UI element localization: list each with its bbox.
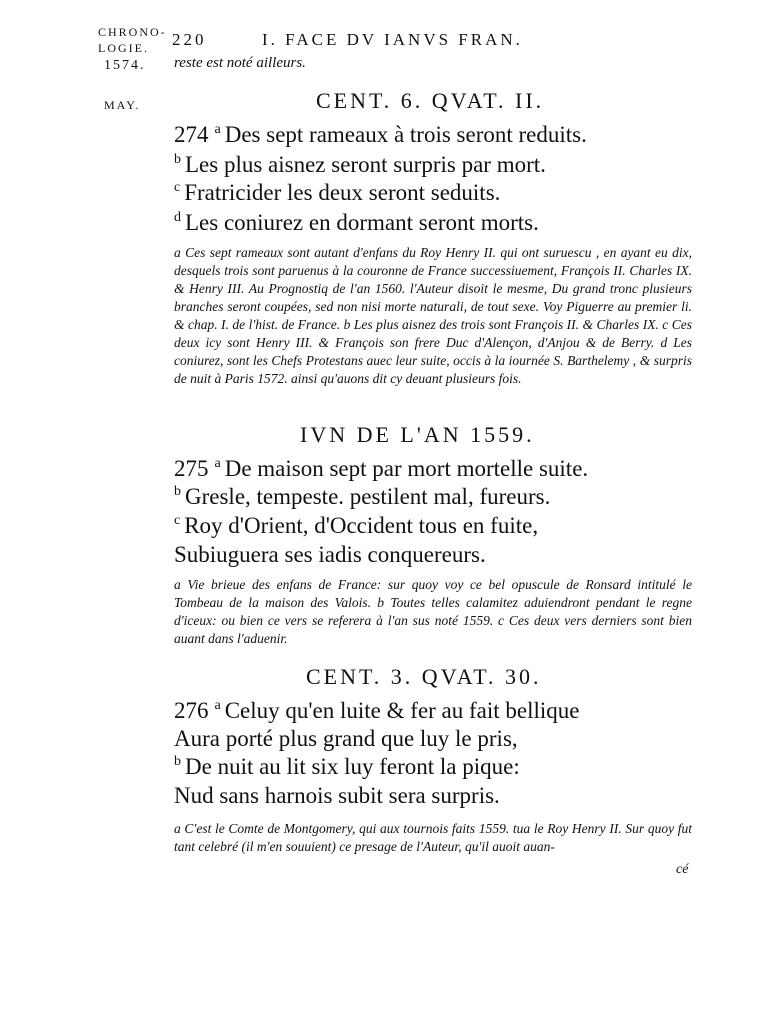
verse-line — [174, 783, 500, 809]
section-heading: CENT. 6. QVAT. II. — [316, 88, 545, 113]
verse-line — [174, 513, 538, 539]
verse-text: Roy d'Orient, d'Occident tous en fuite, — [184, 513, 539, 538]
verse-text: Gresle, tempeste. pestilent mal, fureurs. — [185, 484, 551, 509]
verse-number: 276 — [174, 698, 209, 723]
verse-number: 274 — [174, 122, 209, 147]
margin-month: MAY. — [104, 98, 141, 112]
commentary-text: a Vie brieue des enfans de France: sur quoy voy ce bel opuscule de Ronsard intitulé le Tombeau de la maison des Valois. b Toutes telles calamitez aduiendront pendant le regne d'iceux: ou bien ce vers se referera à l'an sus noté 1559. c Ces deux vers derniers sont bien auant dans l'aduenir. — [174, 577, 692, 646]
verse-text: Les plus aisnez seront surpris par mort. — [185, 152, 546, 177]
verse-text: De nuit au lit six luy feront la pique: — [185, 754, 520, 779]
note-mark: a — [214, 122, 221, 138]
commentary — [174, 820, 692, 856]
commentary — [174, 244, 692, 388]
catchword: cé — [676, 862, 689, 877]
verse-line — [174, 542, 486, 568]
verse-line — [174, 152, 546, 178]
note-mark: d — [174, 210, 181, 226]
verse-text: Aura porté plus grand que luy le pris, — [174, 726, 518, 751]
note-lead: reste est noté ailleurs. — [174, 55, 306, 71]
commentary — [174, 576, 692, 648]
note-mark: b — [174, 152, 181, 168]
commentary-text: a Ces sept rameaux sont autant d'enfans du Roy Henry II. qui ont suruescu , en ayant eu dix, desquels trois sont paruenus à la couronne de France successiuement, François II. Charles IX. & Henry III. Au Prognostiq de l'an 1560. l'Auteur disoit le mesme, Du grand tronc plusieurs branches seront coupées, sed non nisi morte naturali, de tout sexe. Voy Piguerre au premier li. & chap. I. de l'hist. de France. b Les plus aisnez des trois sont François II. & Charles IX. c Ces deux icy sont Henry III. & François son frere Duc d'Alençon, d'Anjou & de Berry. d Les coniurez, sont les Chefs Protestans auec leur suite, occis à la iournée S. Barthelemy , & surpris de nuit à Paris 1572. ainsi qu'auons dit cy deuant plusieurs fois. — [174, 245, 692, 386]
note-mark: a — [214, 698, 221, 714]
note-mark: c — [174, 513, 181, 529]
verse-text: Nud sans harnois subit sera surpris. — [174, 783, 500, 808]
page-number: 220 — [172, 30, 207, 49]
verse-line — [174, 484, 550, 510]
verse-text: Subiuguera ses iadis conquereurs. — [174, 542, 486, 567]
verse-line — [174, 122, 587, 148]
note-mark: b — [174, 484, 181, 500]
section-heading: CENT. 3. QVAT. 30. — [306, 664, 542, 689]
verse-text: De maison sept par mort mortelle suite. — [224, 456, 589, 481]
verse-line — [174, 210, 539, 236]
note-mark: a — [214, 456, 221, 472]
verse-text: Des sept rameaux à trois seront reduits. — [224, 122, 587, 147]
verse-text: Les coniurez en dormant seront morts. — [185, 210, 539, 235]
verse-number: 275 — [174, 456, 209, 481]
verse-line — [174, 698, 580, 724]
verse-line — [174, 456, 588, 482]
commentary-text: a C'est le Comte de Montgomery, qui aux tournois faits 1559. tua le Roy Henry II. Sur quoy fut tant celebré (il m'en souuient) ce presage de l'Auteur, qu'il auoit auan- — [174, 821, 692, 854]
margin-year: 1574. — [104, 58, 146, 73]
running-title: I. FACE DV IANVS FRAN. — [262, 30, 523, 49]
verse-line — [174, 754, 520, 780]
verse-text: Fratricider les deux seront seduits. — [184, 180, 501, 205]
verse-text: Celuy qu'en luite & fer au fait bellique — [224, 698, 580, 723]
margin-chronologie: CHRONO- LOGIE. — [98, 25, 167, 55]
verse-line — [174, 726, 518, 752]
verse-line — [174, 180, 500, 206]
section-heading: IVN DE L'AN 1559. — [300, 422, 535, 447]
note-mark: c — [174, 180, 181, 196]
note-mark: b — [174, 754, 181, 770]
